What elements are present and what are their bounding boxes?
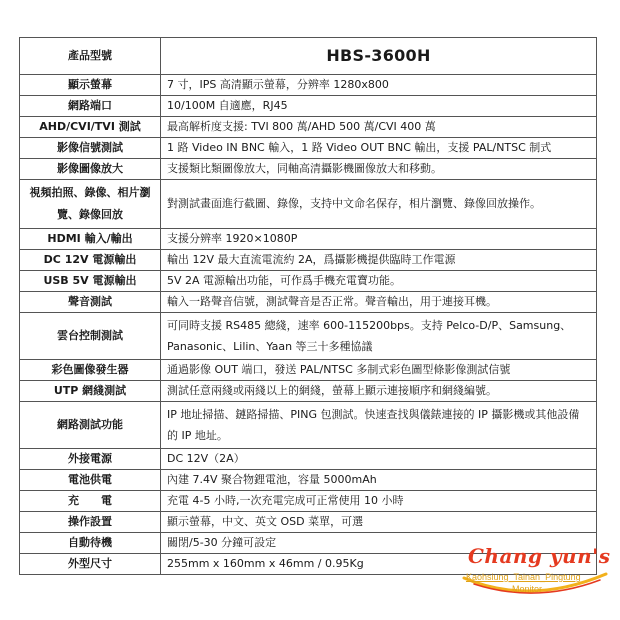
spec-label: 電池供電 xyxy=(20,470,161,491)
spec-label: 影像圖像放大 xyxy=(20,159,161,180)
spec-value: 支援分辨率 1920×1080P xyxy=(161,229,597,250)
spec-row xyxy=(20,402,597,449)
spec-row xyxy=(20,381,597,402)
spec-value: IP 地址掃描、鏈路掃描、PING 包測試。快速查找與儀錶連接的 IP 攝影機或其他設備的 IP 地址。 xyxy=(161,402,597,449)
spec-row xyxy=(20,491,597,512)
spec-label: 網路端口 xyxy=(20,96,161,117)
spec-row xyxy=(20,96,597,117)
spec-value: 對測試畫面進行截圖、錄像，支持中文命名保存，相片瀏覽、錄像回放操作。 xyxy=(161,180,597,229)
spec-row xyxy=(20,360,597,381)
logo-monitor-text: Monitor xyxy=(512,584,543,594)
spec-label: USB 5V 電源輸出 xyxy=(20,271,161,292)
logo-location-text: Kaohsiung_Tainan_Pingtung xyxy=(466,572,581,582)
spec-row xyxy=(20,449,597,470)
spec-label: 顯示螢幕 xyxy=(20,75,161,96)
spec-value: 255mm x 160mm x 46mm / 0.95Kg xyxy=(161,554,597,575)
spec-value: 輸入一路聲音信號，測試聲音是否正常。聲音輸出，用于連接耳機。 xyxy=(161,292,597,313)
spec-row xyxy=(20,75,597,96)
spec-row xyxy=(20,470,597,491)
spec-value: 通過影像 OUT 端口，發送 PAL/NTSC 多制式彩色圖型條影像測試信號 xyxy=(161,360,597,381)
spec-row xyxy=(20,271,597,292)
spec-value: 關閉/5-30 分鐘可設定 xyxy=(161,533,597,554)
spec-value: 輸出 12V 最大直流電流約 2A，爲攝影機提供臨時工作電源 xyxy=(161,250,597,271)
spec-value: 內建 7.4V 聚合物鋰電池，容量 5000mAh xyxy=(161,470,597,491)
spec-value: 10/100M 自適應，RJ45 xyxy=(161,96,597,117)
spec-header-label: 產品型號 xyxy=(20,38,161,75)
spec-value: 顯示螢幕，中文、英文 OSD 菜單，可選 xyxy=(161,512,597,533)
spec-value: 充電 4-5 小時,一次充電完成可正常使用 10 小時 xyxy=(161,491,597,512)
spec-label: 網路測試功能 xyxy=(20,402,161,449)
spec-label: HDMI 輸入/輸出 xyxy=(20,229,161,250)
spec-value: 1 路 Video IN BNC 輸入，1 路 Video OUT BNC 輸出，支援 PAL/NTSC 制式 xyxy=(161,138,597,159)
spec-row xyxy=(20,159,597,180)
product-model: HBS-3600H xyxy=(161,38,597,75)
spec-label: DC 12V 電源輸出 xyxy=(20,250,161,271)
spec-label: 視頻拍照、錄像、相片瀏覽、錄像回放 xyxy=(20,180,161,229)
spec-row xyxy=(20,229,597,250)
spec-label: 自動待機 xyxy=(20,533,161,554)
spec-value: 支援類比類圖像放大，同軸高清攝影機圖像放大和移動。 xyxy=(161,159,597,180)
spec-label: 外型尺寸 xyxy=(20,554,161,575)
spec-value: 5V 2A 電源輸出功能，可作爲手機充電寶功能。 xyxy=(161,271,597,292)
spec-row xyxy=(20,117,597,138)
spec-value: 7 寸，IPS 高清顯示螢幕，分辨率 1280x800 xyxy=(161,75,597,96)
spec-header-row xyxy=(20,38,597,75)
spec-row xyxy=(20,138,597,159)
spec-row xyxy=(20,180,597,229)
spec-label: 彩色圖像發生器 xyxy=(20,360,161,381)
spec-label: 影像信號測試 xyxy=(20,138,161,159)
spec-value: DC 12V（2A） xyxy=(161,449,597,470)
brand-logo xyxy=(460,544,610,610)
spec-table xyxy=(19,37,597,575)
logo-brand-text: Chang yun's xyxy=(468,544,611,568)
spec-row xyxy=(20,292,597,313)
spec-label: 操作設置 xyxy=(20,512,161,533)
spec-row xyxy=(20,512,597,533)
spec-label: 聲音測試 xyxy=(20,292,161,313)
spec-label: 充 電 xyxy=(20,491,161,512)
spec-label: 外接電源 xyxy=(20,449,161,470)
spec-row xyxy=(20,313,597,360)
spec-value: 測試任意兩綫或兩綫以上的網綫，螢幕上顯示連接順序和網綫編號。 xyxy=(161,381,597,402)
spec-value: 最高解析度支援: TVI 800 萬/AHD 500 萬/CVI 400 萬 xyxy=(161,117,597,138)
spec-label: 雲台控制測試 xyxy=(20,313,161,360)
spec-label: AHD/CVI/TVI 測試 xyxy=(20,117,161,138)
spec-value: 可同時支援 RS485 總綫，速率 600-115200bps。支持 Pelco-D/P、Samsung、Panasonic、Lilin、Yaan 等三十多種協議 xyxy=(161,313,597,360)
spec-row xyxy=(20,250,597,271)
spec-label: UTP 網綫測試 xyxy=(20,381,161,402)
